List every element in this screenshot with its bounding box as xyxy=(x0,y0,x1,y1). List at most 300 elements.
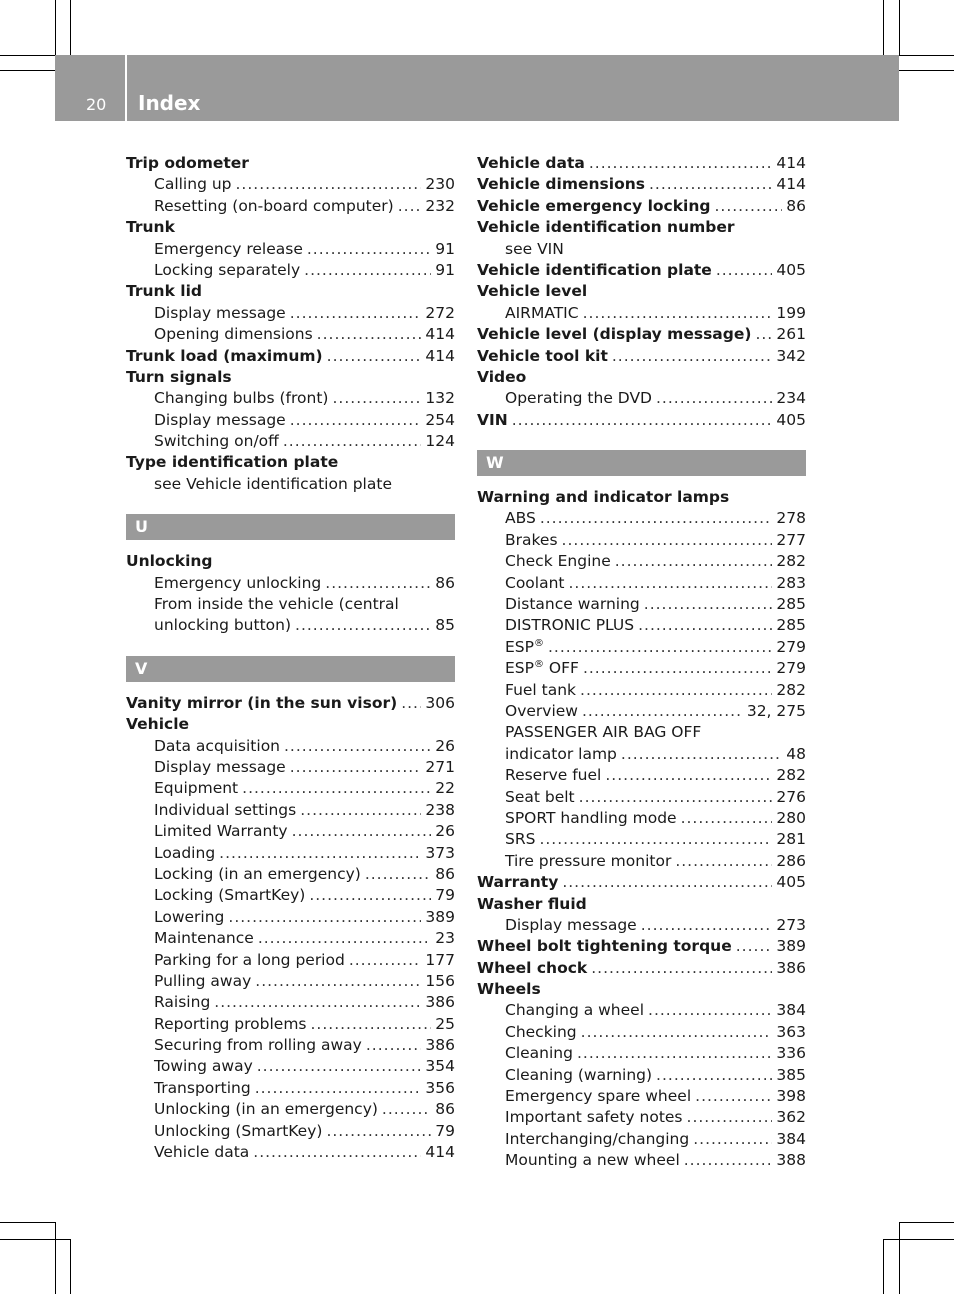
dot-leader xyxy=(638,615,772,636)
dot-leader xyxy=(681,808,773,829)
crop-mark xyxy=(883,1239,884,1294)
index-entry xyxy=(477,1107,806,1128)
entry-label: Towing away xyxy=(154,1057,253,1076)
entry-page-ref: 414 xyxy=(425,346,455,365)
index-entry xyxy=(126,992,455,1013)
dot-leader xyxy=(716,260,773,281)
dot-leader xyxy=(327,346,422,367)
entry-page-ref: 79 xyxy=(435,886,455,905)
crop-mark xyxy=(883,1239,954,1240)
index-entry xyxy=(477,508,806,529)
entry-label: Vehicle tool kit xyxy=(477,346,608,365)
entry-page-ref: 156 xyxy=(425,971,455,990)
index-entry xyxy=(477,637,806,658)
entry-label: Vehicle data xyxy=(477,154,585,172)
entry-label: Lowering xyxy=(154,907,225,926)
dot-leader xyxy=(325,573,431,594)
index-column-left xyxy=(126,153,455,1163)
dot-leader xyxy=(292,821,432,842)
entry-page-ref: 388 xyxy=(776,1151,806,1170)
index-entry xyxy=(477,573,806,594)
dot-leader xyxy=(304,260,431,281)
entry-label: Pulling away xyxy=(154,971,252,990)
dot-leader xyxy=(311,1014,432,1035)
index-entry xyxy=(126,757,455,778)
entry-page-ref: 48 xyxy=(786,744,806,763)
dot-leader xyxy=(644,594,773,615)
crop-mark xyxy=(0,55,55,56)
dot-leader xyxy=(283,431,422,452)
dot-leader xyxy=(326,1121,431,1142)
index-entry xyxy=(477,872,806,893)
index-entry xyxy=(126,217,455,238)
index-entry xyxy=(477,701,806,722)
index-entry xyxy=(477,324,806,345)
dot-leader xyxy=(548,637,772,658)
index-entry xyxy=(126,778,455,799)
entry-label: Brakes xyxy=(505,530,558,549)
dot-leader xyxy=(684,1150,773,1171)
index-entry xyxy=(126,153,455,174)
index-entry xyxy=(126,388,455,409)
entry-page-ref: 386 xyxy=(776,958,806,977)
index-entry xyxy=(477,722,806,743)
entry-label: Display message xyxy=(154,303,286,322)
dot-leader xyxy=(214,992,421,1013)
index-entry xyxy=(126,950,455,971)
index-list xyxy=(477,153,806,431)
entry-label: Tire pressure monitor xyxy=(505,851,672,870)
index-entry xyxy=(126,367,455,388)
dot-leader xyxy=(605,765,772,786)
dot-leader xyxy=(401,693,421,714)
entry-page-ref: 306 xyxy=(425,693,455,712)
entry-label: Reporting problems xyxy=(154,1014,307,1033)
dot-leader xyxy=(255,971,421,992)
index-entry xyxy=(126,885,455,906)
dot-leader xyxy=(562,872,772,893)
dot-leader xyxy=(366,1035,422,1056)
index-entry xyxy=(126,1121,455,1142)
registered-mark: ® xyxy=(533,659,544,671)
entry-page-ref: 386 xyxy=(425,1036,455,1055)
entry-label: Emergency unlocking xyxy=(154,573,322,592)
entry-page-ref: 234 xyxy=(776,389,806,408)
entry-label: Reserve fuel xyxy=(505,766,602,785)
entry-page-ref: 362 xyxy=(776,1108,806,1127)
entry-page-ref: 283 xyxy=(776,573,806,592)
entry-label: indicator lamp xyxy=(505,744,617,763)
dot-leader xyxy=(228,907,421,928)
index-entry xyxy=(477,1043,806,1064)
entry-page-ref: 272 xyxy=(425,303,455,322)
entry-label: Individual settings xyxy=(154,800,297,819)
entry-label: Video xyxy=(477,367,527,386)
entry-page-ref: 276 xyxy=(776,787,806,806)
crop-mark xyxy=(0,1239,70,1240)
dot-leader xyxy=(577,1043,772,1064)
dot-leader xyxy=(714,196,782,217)
entry-page-ref: 238 xyxy=(425,800,455,819)
entry-label: Changing a wheel xyxy=(505,1001,645,1020)
crop-mark xyxy=(55,0,56,55)
index-entry xyxy=(477,551,806,572)
registered-mark: ® xyxy=(533,637,544,649)
crop-mark xyxy=(55,1222,56,1294)
index-entry xyxy=(126,615,455,636)
entry-label: ESP® xyxy=(505,637,544,656)
index-entry xyxy=(477,1086,806,1107)
crop-mark xyxy=(70,1239,71,1294)
dot-leader xyxy=(583,658,772,679)
entry-page-ref: 277 xyxy=(776,530,806,549)
dot-leader xyxy=(582,701,743,722)
index-entry xyxy=(126,239,455,260)
entry-label: unlocking button) xyxy=(154,616,292,635)
crop-mark xyxy=(0,1222,55,1223)
dot-leader xyxy=(295,615,431,636)
index-entry xyxy=(477,1150,806,1171)
entry-page-ref: 280 xyxy=(776,808,806,827)
index-entry xyxy=(126,736,455,757)
entry-page-ref: 91 xyxy=(435,260,455,279)
dot-leader xyxy=(539,829,772,850)
entry-label: see Vehicle identification plate xyxy=(154,474,392,493)
dot-leader xyxy=(583,303,773,324)
entry-label: ABS xyxy=(505,509,536,528)
dot-leader xyxy=(621,744,782,765)
index-entry xyxy=(126,196,455,217)
entry-page-ref: 373 xyxy=(425,843,455,862)
header-divider xyxy=(125,55,127,121)
dot-leader xyxy=(641,915,773,936)
entry-label: Vehicle level (display message) xyxy=(477,325,752,344)
entry-label: Locking (SmartKey) xyxy=(154,886,306,905)
entry-label: Display message xyxy=(154,410,286,429)
dot-leader xyxy=(236,174,422,195)
dot-leader xyxy=(300,800,421,821)
entry-label: Vehicle emergency locking xyxy=(477,196,711,215)
dot-leader xyxy=(242,778,431,799)
entry-label: Trunk xyxy=(126,218,175,237)
index-entry xyxy=(126,907,455,928)
entry-label: Data acquisition xyxy=(154,736,280,755)
index-entry xyxy=(477,388,806,409)
entry-page-ref: 336 xyxy=(776,1044,806,1063)
entry-page-ref: 363 xyxy=(776,1022,806,1041)
index-entry xyxy=(477,744,806,765)
entry-label: Display message xyxy=(154,757,286,776)
entry-page-ref: 85 xyxy=(435,616,455,635)
entry-page-ref: 232 xyxy=(425,196,455,215)
page-number: 20 xyxy=(86,95,107,114)
dot-leader xyxy=(693,1129,772,1150)
entry-label: Vanity mirror (in the sun visor) xyxy=(126,693,398,712)
entry-label: Seat belt xyxy=(505,787,575,806)
index-entry xyxy=(126,281,455,302)
index-entry xyxy=(126,1142,455,1163)
entry-page-ref: 32, 275 xyxy=(746,701,806,720)
entry-page-ref: 389 xyxy=(776,937,806,956)
entry-label: Wheels xyxy=(477,980,541,999)
entry-label: Trunk lid xyxy=(126,282,203,301)
entry-page-ref: 279 xyxy=(776,637,806,656)
entry-page-ref: 405 xyxy=(776,410,806,429)
entry-label: Switching on/off xyxy=(154,432,279,451)
entry-label: Warning and indicator lamps xyxy=(477,488,730,507)
index-entry xyxy=(126,1056,455,1077)
index-entry xyxy=(477,196,806,217)
entry-label: Changing bulbs (front) xyxy=(154,389,329,408)
entry-page-ref: 86 xyxy=(435,864,455,883)
entry-label: Unlocking (in an emergency) xyxy=(154,1100,378,1119)
entry-label: Type identification plate xyxy=(126,453,339,472)
entry-page-ref: 199 xyxy=(776,303,806,322)
dot-leader xyxy=(656,1065,772,1086)
entry-label: Display message xyxy=(505,915,637,934)
index-entry xyxy=(126,474,455,495)
index-entry xyxy=(126,864,455,885)
index-entry xyxy=(126,346,455,367)
index-entry xyxy=(126,410,455,431)
entry-page-ref: 22 xyxy=(435,779,455,798)
index-entry xyxy=(477,915,806,936)
index-entry xyxy=(477,894,806,915)
entry-label: Resetting (on-board computer) xyxy=(154,196,394,215)
entry-label: Emergency release xyxy=(154,239,303,258)
dot-leader xyxy=(290,303,422,324)
entry-page-ref: 132 xyxy=(425,389,455,408)
crop-mark xyxy=(899,70,954,71)
index-entry xyxy=(126,800,455,821)
dot-leader xyxy=(309,885,431,906)
dot-leader xyxy=(675,851,772,872)
index-entry xyxy=(477,829,806,850)
index-entry xyxy=(477,979,806,1000)
entry-label: AIRMATIC xyxy=(505,303,579,322)
entry-page-ref: 282 xyxy=(776,680,806,699)
entry-page-ref: 79 xyxy=(435,1121,455,1140)
entry-page-ref: 25 xyxy=(435,1014,455,1033)
section-header-w: W xyxy=(477,450,806,476)
index-entry xyxy=(477,487,806,508)
entry-label: Securing from rolling away xyxy=(154,1036,362,1055)
entry-page-ref: 414 xyxy=(776,175,806,194)
page-title: Index xyxy=(138,91,201,115)
entry-page-ref: 405 xyxy=(776,260,806,279)
crop-mark xyxy=(899,55,954,56)
index-entry xyxy=(126,452,455,473)
index-entry xyxy=(126,431,455,452)
index-list xyxy=(126,153,455,495)
entry-label: Cleaning (warning) xyxy=(505,1065,653,1084)
index-entry xyxy=(126,693,455,714)
index-entry xyxy=(126,928,455,949)
entry-label: Loading xyxy=(154,843,216,862)
entry-page-ref: 254 xyxy=(425,410,455,429)
index-entry xyxy=(126,573,455,594)
index-entry xyxy=(477,303,806,324)
entry-label: Operating the DVD xyxy=(505,389,652,408)
entry-page-ref: 86 xyxy=(435,573,455,592)
entry-page-ref: 386 xyxy=(425,993,455,1012)
section-header-v: V xyxy=(126,656,455,682)
entry-page-ref: 177 xyxy=(425,950,455,969)
entry-label: Trip odometer xyxy=(126,154,249,172)
index-entry xyxy=(477,346,806,367)
index-entry xyxy=(477,1000,806,1021)
index-entry xyxy=(126,714,455,735)
crop-mark xyxy=(899,0,900,55)
entry-page-ref: 281 xyxy=(776,830,806,849)
entry-label: Vehicle level xyxy=(477,282,588,301)
entry-label: Wheel chock xyxy=(477,958,588,977)
dot-leader xyxy=(649,174,772,195)
crop-mark xyxy=(0,70,55,71)
dot-leader xyxy=(258,928,431,949)
entry-label: Interchanging/changing xyxy=(505,1129,690,1148)
dot-leader xyxy=(284,736,431,757)
index-entry xyxy=(477,174,806,195)
entry-page-ref: 389 xyxy=(425,907,455,926)
entry-label: Equipment xyxy=(154,779,239,798)
entry-label: Limited Warranty xyxy=(154,822,288,841)
entry-label: Coolant xyxy=(505,573,565,592)
dot-leader xyxy=(512,410,773,431)
index-entry xyxy=(126,174,455,195)
entry-page-ref: 356 xyxy=(425,1078,455,1097)
entry-page-ref: 282 xyxy=(776,766,806,785)
entry-label: Wheel bolt tightening torque xyxy=(477,937,732,956)
dot-leader xyxy=(290,410,422,431)
entry-label: Emergency spare wheel xyxy=(505,1087,692,1106)
index-entry xyxy=(477,615,806,636)
entry-page-ref: 271 xyxy=(425,757,455,776)
entry-label: VIN xyxy=(477,410,508,429)
entry-label: SPORT handling mode xyxy=(505,808,677,827)
index-entry xyxy=(126,1035,455,1056)
index-list xyxy=(126,693,455,1164)
entry-label: SRS xyxy=(505,830,536,849)
entry-page-ref: 385 xyxy=(776,1065,806,1084)
entry-label: ESP® OFF xyxy=(505,659,579,678)
entry-page-ref: 285 xyxy=(776,595,806,614)
page-header xyxy=(55,55,899,121)
entry-label: Unlocking xyxy=(126,552,213,571)
entry-label: Opening dimensions xyxy=(154,325,313,344)
index-entry xyxy=(477,765,806,786)
entry-label: Calling up xyxy=(154,175,232,194)
entry-page-ref: 86 xyxy=(435,1100,455,1119)
dot-leader xyxy=(736,936,773,957)
dot-leader xyxy=(569,573,773,594)
index-entry xyxy=(477,1065,806,1086)
index-entry xyxy=(126,1099,455,1120)
entry-page-ref: 86 xyxy=(786,196,806,215)
index-entry xyxy=(477,787,806,808)
dot-leader xyxy=(695,1086,772,1107)
dot-leader xyxy=(591,958,772,979)
index-entry xyxy=(126,821,455,842)
index-entry xyxy=(477,367,806,388)
dot-leader xyxy=(579,787,773,808)
entry-page-ref: 26 xyxy=(435,736,455,755)
entry-page-ref: 414 xyxy=(425,325,455,344)
section-header-u: U xyxy=(126,514,455,540)
index-entry xyxy=(126,971,455,992)
index-entry xyxy=(477,958,806,979)
entry-label: Maintenance xyxy=(154,929,254,948)
dot-leader xyxy=(290,757,422,778)
index-entry xyxy=(477,658,806,679)
dot-leader xyxy=(307,239,431,260)
dot-leader xyxy=(687,1107,773,1128)
index-entry xyxy=(477,260,806,281)
entry-label: Vehicle identification number xyxy=(477,218,735,237)
dot-leader xyxy=(580,680,772,701)
entry-label: From inside the vehicle (central xyxy=(154,595,399,614)
entry-page-ref: 261 xyxy=(776,325,806,344)
dot-leader xyxy=(257,1056,422,1077)
dot-leader xyxy=(648,1000,772,1021)
entry-page-ref: 384 xyxy=(776,1001,806,1020)
index-entry xyxy=(477,680,806,701)
index-entry xyxy=(477,808,806,829)
dot-leader xyxy=(219,843,421,864)
entry-label: Check Engine xyxy=(505,552,611,571)
dot-leader xyxy=(540,508,773,529)
index-entry xyxy=(126,303,455,324)
dot-leader xyxy=(365,864,431,885)
index-list xyxy=(477,487,806,1172)
index-entry xyxy=(126,1078,455,1099)
entry-label: Locking (in an emergency) xyxy=(154,864,361,883)
entry-page-ref: 230 xyxy=(425,175,455,194)
index-entry xyxy=(126,1014,455,1035)
index-entry xyxy=(126,843,455,864)
entry-label: Cleaning xyxy=(505,1044,573,1063)
index-entry xyxy=(126,551,455,572)
entry-label: Important safety notes xyxy=(505,1108,683,1127)
dot-leader xyxy=(615,551,773,572)
dot-leader xyxy=(398,196,422,217)
entry-label: Raising xyxy=(154,993,211,1012)
index-entry xyxy=(477,410,806,431)
entry-label: Vehicle xyxy=(126,715,190,734)
entry-page-ref: 23 xyxy=(435,929,455,948)
entry-page-ref: 384 xyxy=(776,1129,806,1148)
entry-page-ref: 278 xyxy=(776,509,806,528)
entry-label: see VIN xyxy=(505,239,564,258)
index-entry xyxy=(477,851,806,872)
entry-label: Turn signals xyxy=(126,367,232,386)
entry-page-ref: 282 xyxy=(776,552,806,571)
entry-page-ref: 286 xyxy=(776,851,806,870)
entry-label: Transporting xyxy=(154,1078,251,1097)
entry-label: Vehicle dimensions xyxy=(477,175,645,194)
entry-page-ref: 279 xyxy=(776,659,806,678)
entry-page-ref: 91 xyxy=(435,239,455,258)
dot-leader xyxy=(581,1022,773,1043)
dot-leader xyxy=(656,388,772,409)
index-entry xyxy=(477,217,806,238)
index-list xyxy=(126,551,455,637)
dot-leader xyxy=(317,324,422,345)
entry-label: Checking xyxy=(505,1022,577,1041)
entry-label: Unlocking (SmartKey) xyxy=(154,1121,323,1140)
dot-leader xyxy=(589,153,773,174)
entry-label: Locking separately xyxy=(154,260,301,279)
